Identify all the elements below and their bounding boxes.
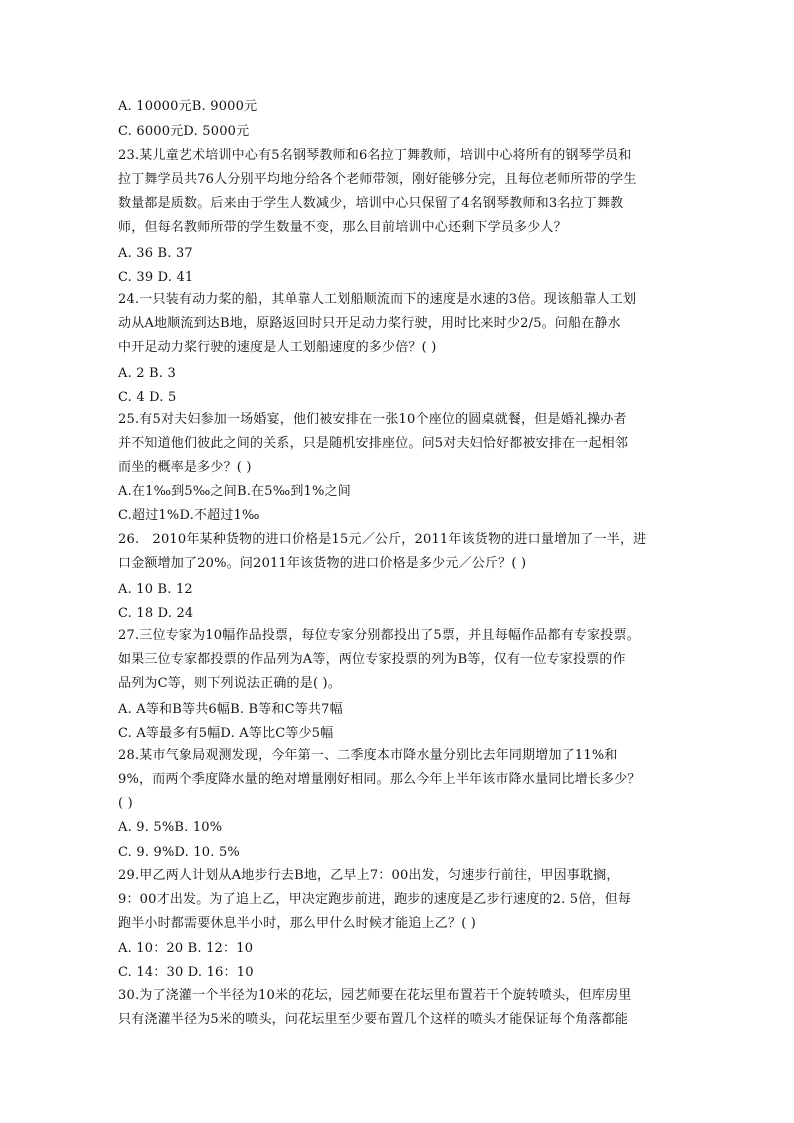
- text-line: A. 36 B. 37: [118, 246, 193, 261]
- text-line: 30.为了浇灌一个半径为10米的花坛，园艺师要在花坛里布置若干个旋转喷头，但库房里: [118, 988, 632, 1003]
- text-line: C. A等最多有5幅D. A等比C等少5幅: [118, 726, 334, 741]
- text-line: A. 2 B. 3: [118, 366, 176, 381]
- text-line: C. 14：30 D. 16：10: [118, 965, 254, 980]
- text-line: 如果三位专家都投票的作品列为A等，两位专家投票的列为B等，仅有一位专家投票的作: [118, 652, 626, 667]
- text-line: 26. 2010年某种货物的进口价格是15元／公斤，2011年该货物的进口量增加了一半，进: [118, 532, 647, 547]
- text-line: ( ): [118, 796, 133, 811]
- text-line: A.在1‰到5‰之间B.在5‰到1%之间: [118, 484, 351, 499]
- text-line: C. 4 D. 5: [118, 390, 177, 405]
- text-line: 跑半小时都需要休息半小时，那么甲什么时候才能追上乙？( ): [118, 916, 477, 931]
- text-line: 24.一只装有动力桨的船，其单靠人工划船顺流而下的速度是水速的3倍。现该船靠人工划: [118, 292, 637, 307]
- text-line: C. 9. 9%D. 10. 5%: [118, 845, 240, 860]
- text-line: 中开足动力桨行驶的速度是人工划船速度的多少倍？( ): [118, 340, 437, 355]
- text-line: 25.有5对夫妇参加一场婚宴，他们被安排在一张10个座位的圆桌就餐，但是婚礼操办者: [118, 412, 627, 427]
- text-line: A. A等和B等共6幅B. B等和C等共7幅: [118, 702, 343, 717]
- text-line: 动从A地顺流到达B地，原路返回时只开足动力桨行驶，用时比来时少2/5。问船在静水: [118, 316, 621, 331]
- text-line: 口金额增加了20%。问2011年该货物的进口价格是多少元／公斤？( ): [118, 556, 527, 571]
- text-line: C. 39 D. 41: [118, 270, 194, 285]
- text-line: A. 10000元B. 9000元: [118, 99, 258, 114]
- text-line: C. 18 D. 24: [118, 606, 194, 621]
- text-line: C.超过1%D.不超过1‰: [118, 508, 260, 523]
- text-line: A. 10 B. 12: [118, 582, 193, 597]
- text-line: 29.甲乙两人计划从A地步行去B地，乙早上7：00出发，匀速步行前往，甲因事耽搁，: [118, 868, 620, 883]
- text-line: A. 9. 5%B. 10%: [118, 820, 223, 835]
- text-line: 9：00才出发。为了追上乙，甲决定跑步前进，跑步的速度是乙步行速度的2. 5倍，但每: [118, 892, 632, 907]
- text-line: 23.某儿童艺术培训中心有5名钢琴教师和6名拉丁舞教师，培训中心将所有的钢琴学员和: [118, 148, 632, 163]
- text-line: 品列为C等，则下列说法正确的是( )。: [118, 676, 342, 691]
- text-line: 师，但每名教师所带的学生数量不变，那么目前培训中心还剩下学员多少人？: [118, 220, 567, 235]
- text-line: 数量都是质数。后来由于学生人数减少，培训中心只保留了4名钢琴教师和3名拉丁舞教: [118, 196, 624, 211]
- text-line: 并不知道他们彼此之间的关系，只是随机安排座位。问5对夫妇恰好都被安排在一起相邻: [118, 436, 629, 451]
- text-line: 而坐的概率是多少？( ): [118, 460, 252, 475]
- text-line: 9%，而两个季度降水量的绝对增量刚好相同。那么今年上半年该市降水量同比增长多少？: [118, 772, 641, 787]
- text-line: 拉丁舞学员共76人分别平均地分给各个老师带领，刚好能够分完，且每位老师所带的学生: [118, 172, 637, 187]
- text-line: C. 6000元D. 5000元: [118, 124, 250, 139]
- text-line: 27.三位专家为10幅作品投票，每位专家分别都投出了5票，并且每幅作品都有专家投票。: [118, 628, 640, 643]
- text-line: 只有浇灌半径为5米的喷头，问花坛里至少要布置几个这样的喷头才能保证每个角落都能: [118, 1012, 629, 1027]
- text-line: 28.某市气象局观测发现，今年第一、二季度本市降水量分别比去年同期增加了11%和: [118, 748, 618, 763]
- text-line: A. 10：20 B. 12：10: [118, 941, 254, 956]
